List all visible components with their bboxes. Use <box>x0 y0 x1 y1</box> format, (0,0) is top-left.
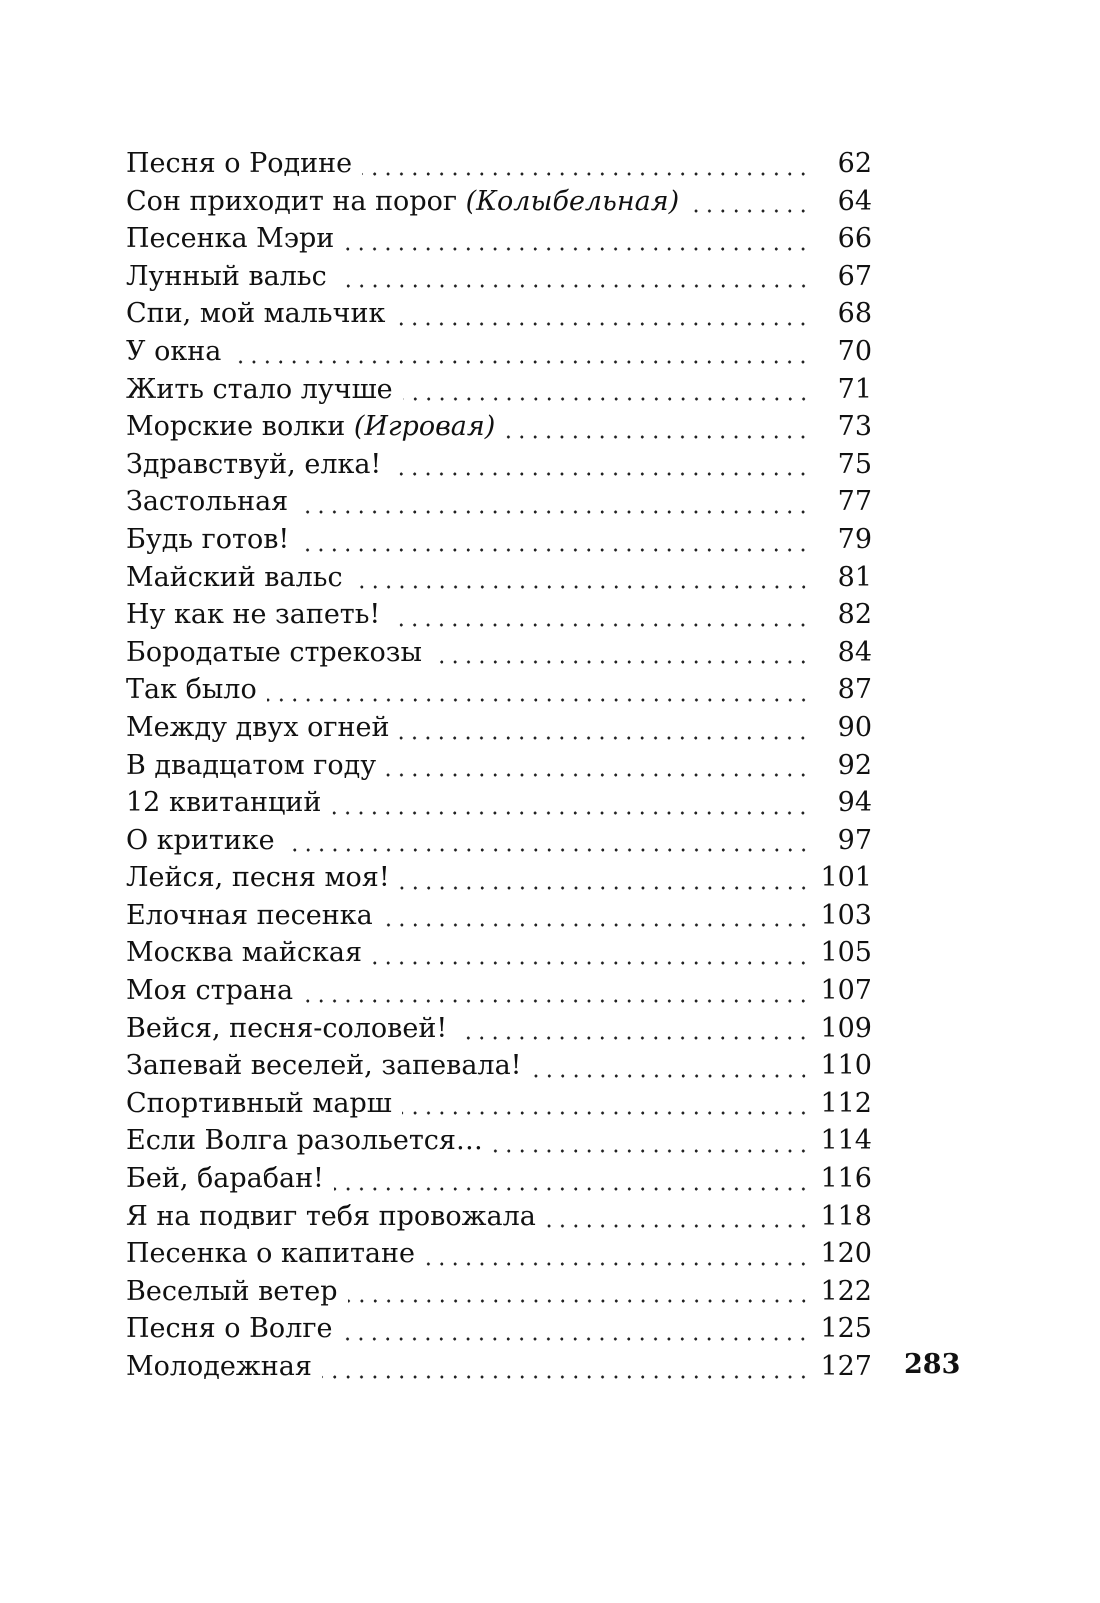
toc-entry-page: 120 <box>820 1238 872 1270</box>
toc-entry-title-text: Вейся, песня-соловей! <box>126 1012 448 1044</box>
toc-entry-title <box>126 1122 493 1160</box>
toc-entry <box>126 1122 872 1160</box>
toc-entry <box>126 333 872 371</box>
toc-entry <box>126 784 872 822</box>
toc-entry-title <box>126 934 372 972</box>
toc-entry-title-text: Бей, барабан! <box>126 1163 324 1195</box>
toc-entry-title-text: Спи, мой мальчик <box>126 298 386 330</box>
toc-entry-title-text: Лейся, песня моя! <box>126 862 390 894</box>
toc-entry-title <box>126 483 298 521</box>
toc-entry-title-text: Между двух огней <box>126 711 390 743</box>
toc-entry-title-text: 12 квитанций <box>126 787 322 819</box>
toc-entry-page: 75 <box>837 448 872 480</box>
toc-entry-title-text: Песня о Родине <box>126 148 353 179</box>
toc-entry-page: 114 <box>820 1125 872 1157</box>
toc-entry <box>126 934 872 972</box>
toc-entry-title-text: Сон приходит на порог <box>126 185 458 217</box>
toc-entry-title <box>126 1310 342 1348</box>
toc-entry-title <box>126 1160 334 1198</box>
toc-entry-title <box>126 671 267 709</box>
toc-entry-title-text: Запевай веселей, запевала! <box>126 1050 522 1082</box>
toc-entry-page: 118 <box>820 1200 872 1232</box>
toc-entry-note: (Колыбельная) <box>465 185 680 217</box>
toc-entry <box>126 183 872 221</box>
toc-entry <box>126 446 872 484</box>
toc-entry-title-text: Ну как не запеть! <box>126 599 381 631</box>
toc-entry-title-text: Елочная песенка <box>126 899 373 931</box>
dot-leader <box>362 172 810 176</box>
toc-entry-title-text: Если Волга разольется… <box>126 1125 483 1157</box>
toc-entry-title <box>126 1273 348 1311</box>
dot-leader <box>546 1224 810 1228</box>
toc-entry <box>126 408 872 446</box>
toc-entry-page: 77 <box>837 486 872 518</box>
dot-leader <box>299 548 810 552</box>
toc-entry-title-text: Песенка Мэри <box>126 223 335 255</box>
dot-leader <box>353 585 810 589</box>
toc-entry-title <box>126 333 231 371</box>
dot-leader <box>400 886 810 890</box>
toc-entry-note: (Игровая) <box>353 411 496 443</box>
dot-leader <box>505 435 810 439</box>
toc-entry-page: 67 <box>837 260 872 292</box>
table-of-contents <box>126 145 872 1386</box>
toc-entry-page: 92 <box>837 749 872 781</box>
dot-leader <box>303 999 810 1003</box>
toc-entry-title <box>126 596 390 634</box>
toc-entry-title <box>126 521 299 559</box>
toc-entry <box>126 1348 872 1386</box>
toc-entry-title <box>126 634 432 672</box>
toc-entry-page: 84 <box>837 636 872 668</box>
dot-leader <box>432 660 810 664</box>
toc-entry <box>126 220 872 258</box>
toc-entry-title-text: Лунный вальс <box>126 260 327 292</box>
toc-entry <box>126 859 872 897</box>
toc-entry <box>126 371 872 409</box>
toc-entry-title-text: У окна <box>126 335 222 367</box>
toc-entry-title-text: Жить стало лучше <box>126 373 393 405</box>
toc-entry <box>126 1085 872 1123</box>
toc-entry-title <box>126 1085 402 1123</box>
dot-leader <box>391 472 810 476</box>
toc-entry <box>126 1273 872 1311</box>
toc-entry-title-text: Спортивный марш <box>126 1087 392 1119</box>
toc-entry <box>126 1310 872 1348</box>
toc-entry <box>126 1010 872 1048</box>
dot-leader <box>337 284 810 288</box>
toc-entry-title-text: Москва майская <box>126 937 362 969</box>
toc-entry <box>126 1235 872 1273</box>
toc-entry <box>126 634 872 672</box>
toc-entry-title <box>126 1235 425 1273</box>
dot-leader <box>298 510 810 514</box>
toc-entry-title-text: Здравствуй, елка! <box>126 448 382 480</box>
toc-entry-page: 101 <box>820 862 872 894</box>
toc-entry-page: 125 <box>820 1313 872 1345</box>
toc-entry <box>126 483 872 521</box>
toc-entry-title-text: Песенка о капитане <box>126 1238 415 1270</box>
toc-entry-title <box>126 972 303 1010</box>
toc-entry <box>126 1198 872 1236</box>
dot-leader <box>425 1262 810 1266</box>
toc-entry <box>126 897 872 935</box>
toc-entry-page: 94 <box>837 787 872 819</box>
dot-leader <box>689 209 810 213</box>
toc-entry-title-text: Песня о Волге <box>126 1313 333 1345</box>
toc-entry-page: 105 <box>820 937 872 969</box>
toc-entry <box>126 972 872 1010</box>
toc-entry-title <box>126 709 399 747</box>
toc-entry <box>126 145 872 183</box>
toc-entry-title <box>126 1198 546 1236</box>
toc-entry <box>126 596 872 634</box>
toc-entry <box>126 559 872 597</box>
toc-entry-title <box>126 183 689 221</box>
dot-leader <box>403 397 810 401</box>
toc-entry-title-text: Так было <box>126 674 257 706</box>
toc-entry-page: 90 <box>837 711 872 743</box>
toc-entry-title <box>126 371 403 409</box>
toc-entry-title <box>126 1348 322 1386</box>
toc-entry-page: 71 <box>837 373 872 405</box>
toc-entry-title-text: Застольная <box>126 486 289 518</box>
toc-entry-title-text: Морские волки <box>126 411 346 443</box>
dot-leader <box>344 247 810 251</box>
dot-leader <box>334 1187 810 1191</box>
toc-entry-page: 116 <box>820 1163 872 1195</box>
toc-entry-title <box>126 220 344 258</box>
toc-entry-page: 62 <box>837 148 872 179</box>
toc-entry-title-text: Веселый ветер <box>126 1275 338 1307</box>
dot-leader <box>457 1036 810 1040</box>
toc-entry-page: 107 <box>820 975 872 1007</box>
toc-entry-title-text: О критике <box>126 824 275 856</box>
dot-leader <box>285 848 810 852</box>
dot-leader <box>532 1074 810 1078</box>
page-number: 283 <box>904 1349 961 1380</box>
toc-entry-page: 127 <box>820 1351 872 1382</box>
dot-leader <box>322 1375 810 1379</box>
toc-entry-title <box>126 859 400 897</box>
dot-leader <box>402 1111 810 1115</box>
toc-entry-page: 97 <box>837 824 872 856</box>
toc-entry-page: 103 <box>820 899 872 931</box>
toc-entry-title <box>126 295 395 333</box>
toc-entry-title-text: Бородатые стрекозы <box>126 636 423 668</box>
toc-entry-title <box>126 784 331 822</box>
toc-entry <box>126 709 872 747</box>
toc-entry-title-text: Моя страна <box>126 975 294 1007</box>
toc-entry-page: 82 <box>837 599 872 631</box>
toc-entry <box>126 295 872 333</box>
toc-entry-title-text: Я на подвиг тебя провожала <box>126 1200 536 1232</box>
toc-entry-title-text: Будь готов! <box>126 523 290 555</box>
dot-leader <box>331 811 810 815</box>
toc-entry-title <box>126 559 353 597</box>
toc-entry-title-text: Молодежная <box>126 1351 312 1382</box>
toc-entry-title <box>126 747 386 785</box>
toc-entry <box>126 747 872 785</box>
dot-leader <box>342 1337 810 1341</box>
toc-entry-page: 87 <box>837 674 872 706</box>
dot-leader <box>383 923 810 927</box>
toc-entry-title <box>126 1047 532 1085</box>
dot-leader <box>399 736 810 740</box>
dot-leader <box>372 961 810 965</box>
toc-entry-title <box>126 1010 457 1048</box>
toc-entry-title <box>126 446 391 484</box>
toc-entry <box>126 258 872 296</box>
toc-entry <box>126 1047 872 1085</box>
toc-entry-page: 81 <box>837 561 872 593</box>
toc-entry-title <box>126 822 285 860</box>
toc-entry-title <box>126 258 337 296</box>
toc-entry-page: 110 <box>820 1050 872 1082</box>
dot-leader <box>348 1299 810 1303</box>
dot-leader <box>395 322 810 326</box>
dot-leader <box>267 698 810 702</box>
toc-entry-page: 64 <box>837 185 872 217</box>
toc-entry-page: 109 <box>820 1012 872 1044</box>
toc-entry-title <box>126 408 505 446</box>
toc-entry-page: 66 <box>837 223 872 255</box>
toc-entry-page: 112 <box>820 1087 872 1119</box>
toc-entry-page: 70 <box>837 335 872 367</box>
dot-leader <box>386 773 810 777</box>
toc-entry <box>126 521 872 559</box>
toc-entry-title <box>126 145 362 183</box>
toc-entry <box>126 1160 872 1198</box>
toc-entry-title <box>126 897 383 935</box>
dot-leader <box>231 360 810 364</box>
toc-entry-page: 68 <box>837 298 872 330</box>
toc-entry-page: 79 <box>837 523 872 555</box>
dot-leader <box>390 623 810 627</box>
toc-entry-page: 122 <box>820 1275 872 1307</box>
toc-entry <box>126 822 872 860</box>
dot-leader <box>493 1149 810 1153</box>
toc-entry <box>126 671 872 709</box>
toc-entry-page: 73 <box>837 411 872 443</box>
toc-entry-title-text: Майский вальс <box>126 561 343 593</box>
toc-entry-title-text: В двадцатом году <box>126 749 377 781</box>
